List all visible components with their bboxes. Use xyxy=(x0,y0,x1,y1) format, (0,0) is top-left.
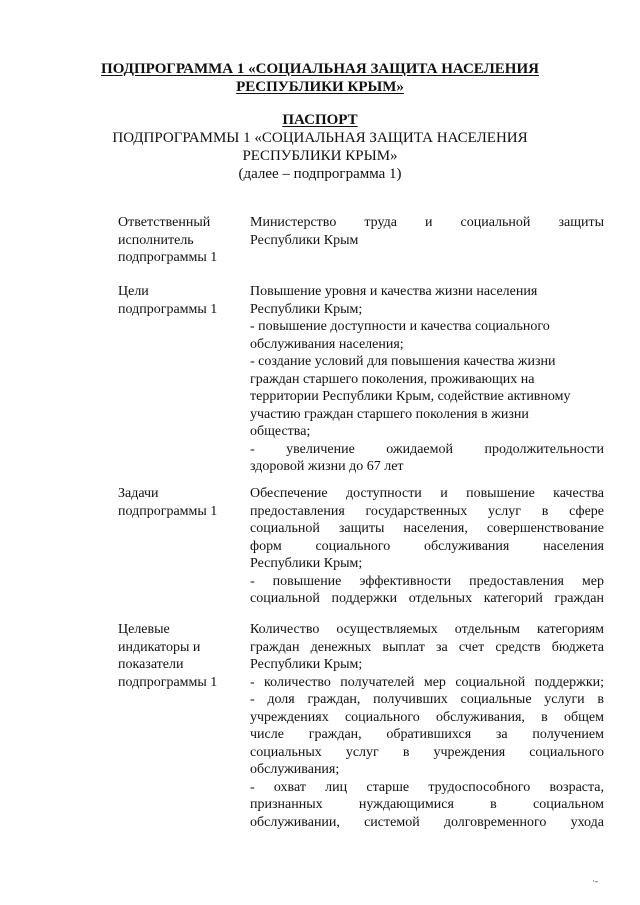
label-line: исполнитель xyxy=(118,232,194,248)
subprogram-title-line-2: РЕСПУБЛИКИ КРЫМ» xyxy=(236,79,404,95)
passport-subtitle-line-2: РЕСПУБЛИКИ КРЫМ» xyxy=(242,148,398,164)
passport-subtitle-line-3: (далее – подпрограмма 1) xyxy=(238,166,402,182)
row-content-indicators xyxy=(250,621,604,831)
row-label-responsible xyxy=(118,214,238,267)
content-line: социальных услуг в учреждения социального xyxy=(250,744,604,760)
content-line: предоставления государственных услуг в сфере xyxy=(250,503,604,519)
label-line: индикаторы и xyxy=(118,639,201,655)
content-line: Республики Крым xyxy=(250,232,359,248)
content-line: Обеспечение доступности и повышение качества xyxy=(250,486,604,501)
row-content-responsible xyxy=(250,214,604,249)
content-line: Республики Крым; xyxy=(250,657,363,672)
content-line: общества; xyxy=(250,424,311,439)
content-line: - создание условий для повышения качества жизни xyxy=(250,354,556,369)
label-line: Цели xyxy=(118,284,149,299)
label-line: Целевые xyxy=(118,622,170,637)
content-line: здоровой жизни до 67 лет xyxy=(250,459,404,474)
content-line: социальной поддержки отдельных категорий граждан xyxy=(250,591,604,606)
content-line: - увеличение ожидаемой продолжительности xyxy=(250,441,604,457)
page-mark: ·- xyxy=(592,876,598,886)
content-line: обслуживания; xyxy=(250,762,340,777)
label-line: Ответственный xyxy=(118,215,211,230)
content-line: обслуживания населения; xyxy=(250,336,404,352)
content-line: Республики Крым; xyxy=(250,556,363,571)
row-label-indicators xyxy=(118,621,238,691)
content-line: граждан старшего поколения, проживающих на xyxy=(250,371,535,387)
content-line: числе граждан, обратившихся за получением xyxy=(250,727,604,742)
content-line: территории Республики Крым, содействие активному xyxy=(250,389,571,404)
row-label-tasks xyxy=(118,485,238,520)
content-line: - доля граждан, получивших социальные услуги в xyxy=(250,692,604,707)
content-line: - охват лиц старше трудоспособного возраста, xyxy=(250,779,604,795)
subprogram-title-line-1: ПОДПРОГРАММА 1 «СОЦИАЛЬНАЯ ЗАЩИТА НАСЕЛЕНИЯ xyxy=(101,61,539,77)
passport-subtitle-line-1: ПОДПРОГРАММЫ 1 «СОЦИАЛЬНАЯ ЗАЩИТА НАСЕЛЕНИЯ xyxy=(112,130,528,146)
content-line: учреждениях социального обслуживания, в общем xyxy=(250,709,604,725)
row-content-goals xyxy=(250,283,604,476)
content-line: Республики Крым; xyxy=(250,301,363,317)
content-line: обслуживании, системой долговременного ухода xyxy=(250,814,604,830)
content-line: граждан денежных выплат за счет средств бюджета xyxy=(250,639,604,655)
content-line: социальной защиты населения, совершенствование xyxy=(250,521,604,536)
row-label-goals xyxy=(118,283,238,318)
content-line: участию граждан старшего поколения в жизни xyxy=(250,406,529,422)
label-line: подпрограммы 1 xyxy=(118,250,218,265)
content-line: - повышение доступности и качества социального xyxy=(250,319,550,334)
content-line: - количество получателей мер социальной поддержки; xyxy=(250,674,604,690)
row-content-tasks xyxy=(250,485,604,608)
content-line: форм социального обслуживания населения xyxy=(250,538,604,554)
content-line: Министерство труда и социальной защиты xyxy=(250,215,604,230)
passport-heading: ПАСПОРТ xyxy=(282,112,358,128)
label-line: показатели xyxy=(118,657,184,672)
content-line: - повышение эффективности предоставления мер xyxy=(250,573,604,589)
label-line: подпрограммы 1 xyxy=(118,503,218,519)
content-line: Повышение уровня и качества жизни населения xyxy=(250,284,538,299)
content-line: признанных нуждающимися в социальном xyxy=(250,797,604,812)
label-line: подпрограммы 1 xyxy=(118,674,218,690)
content-line: Количество осуществляемых отдельным категориям xyxy=(250,622,604,637)
label-line: Задачи xyxy=(118,486,159,501)
label-line: подпрограммы 1 xyxy=(118,301,218,317)
